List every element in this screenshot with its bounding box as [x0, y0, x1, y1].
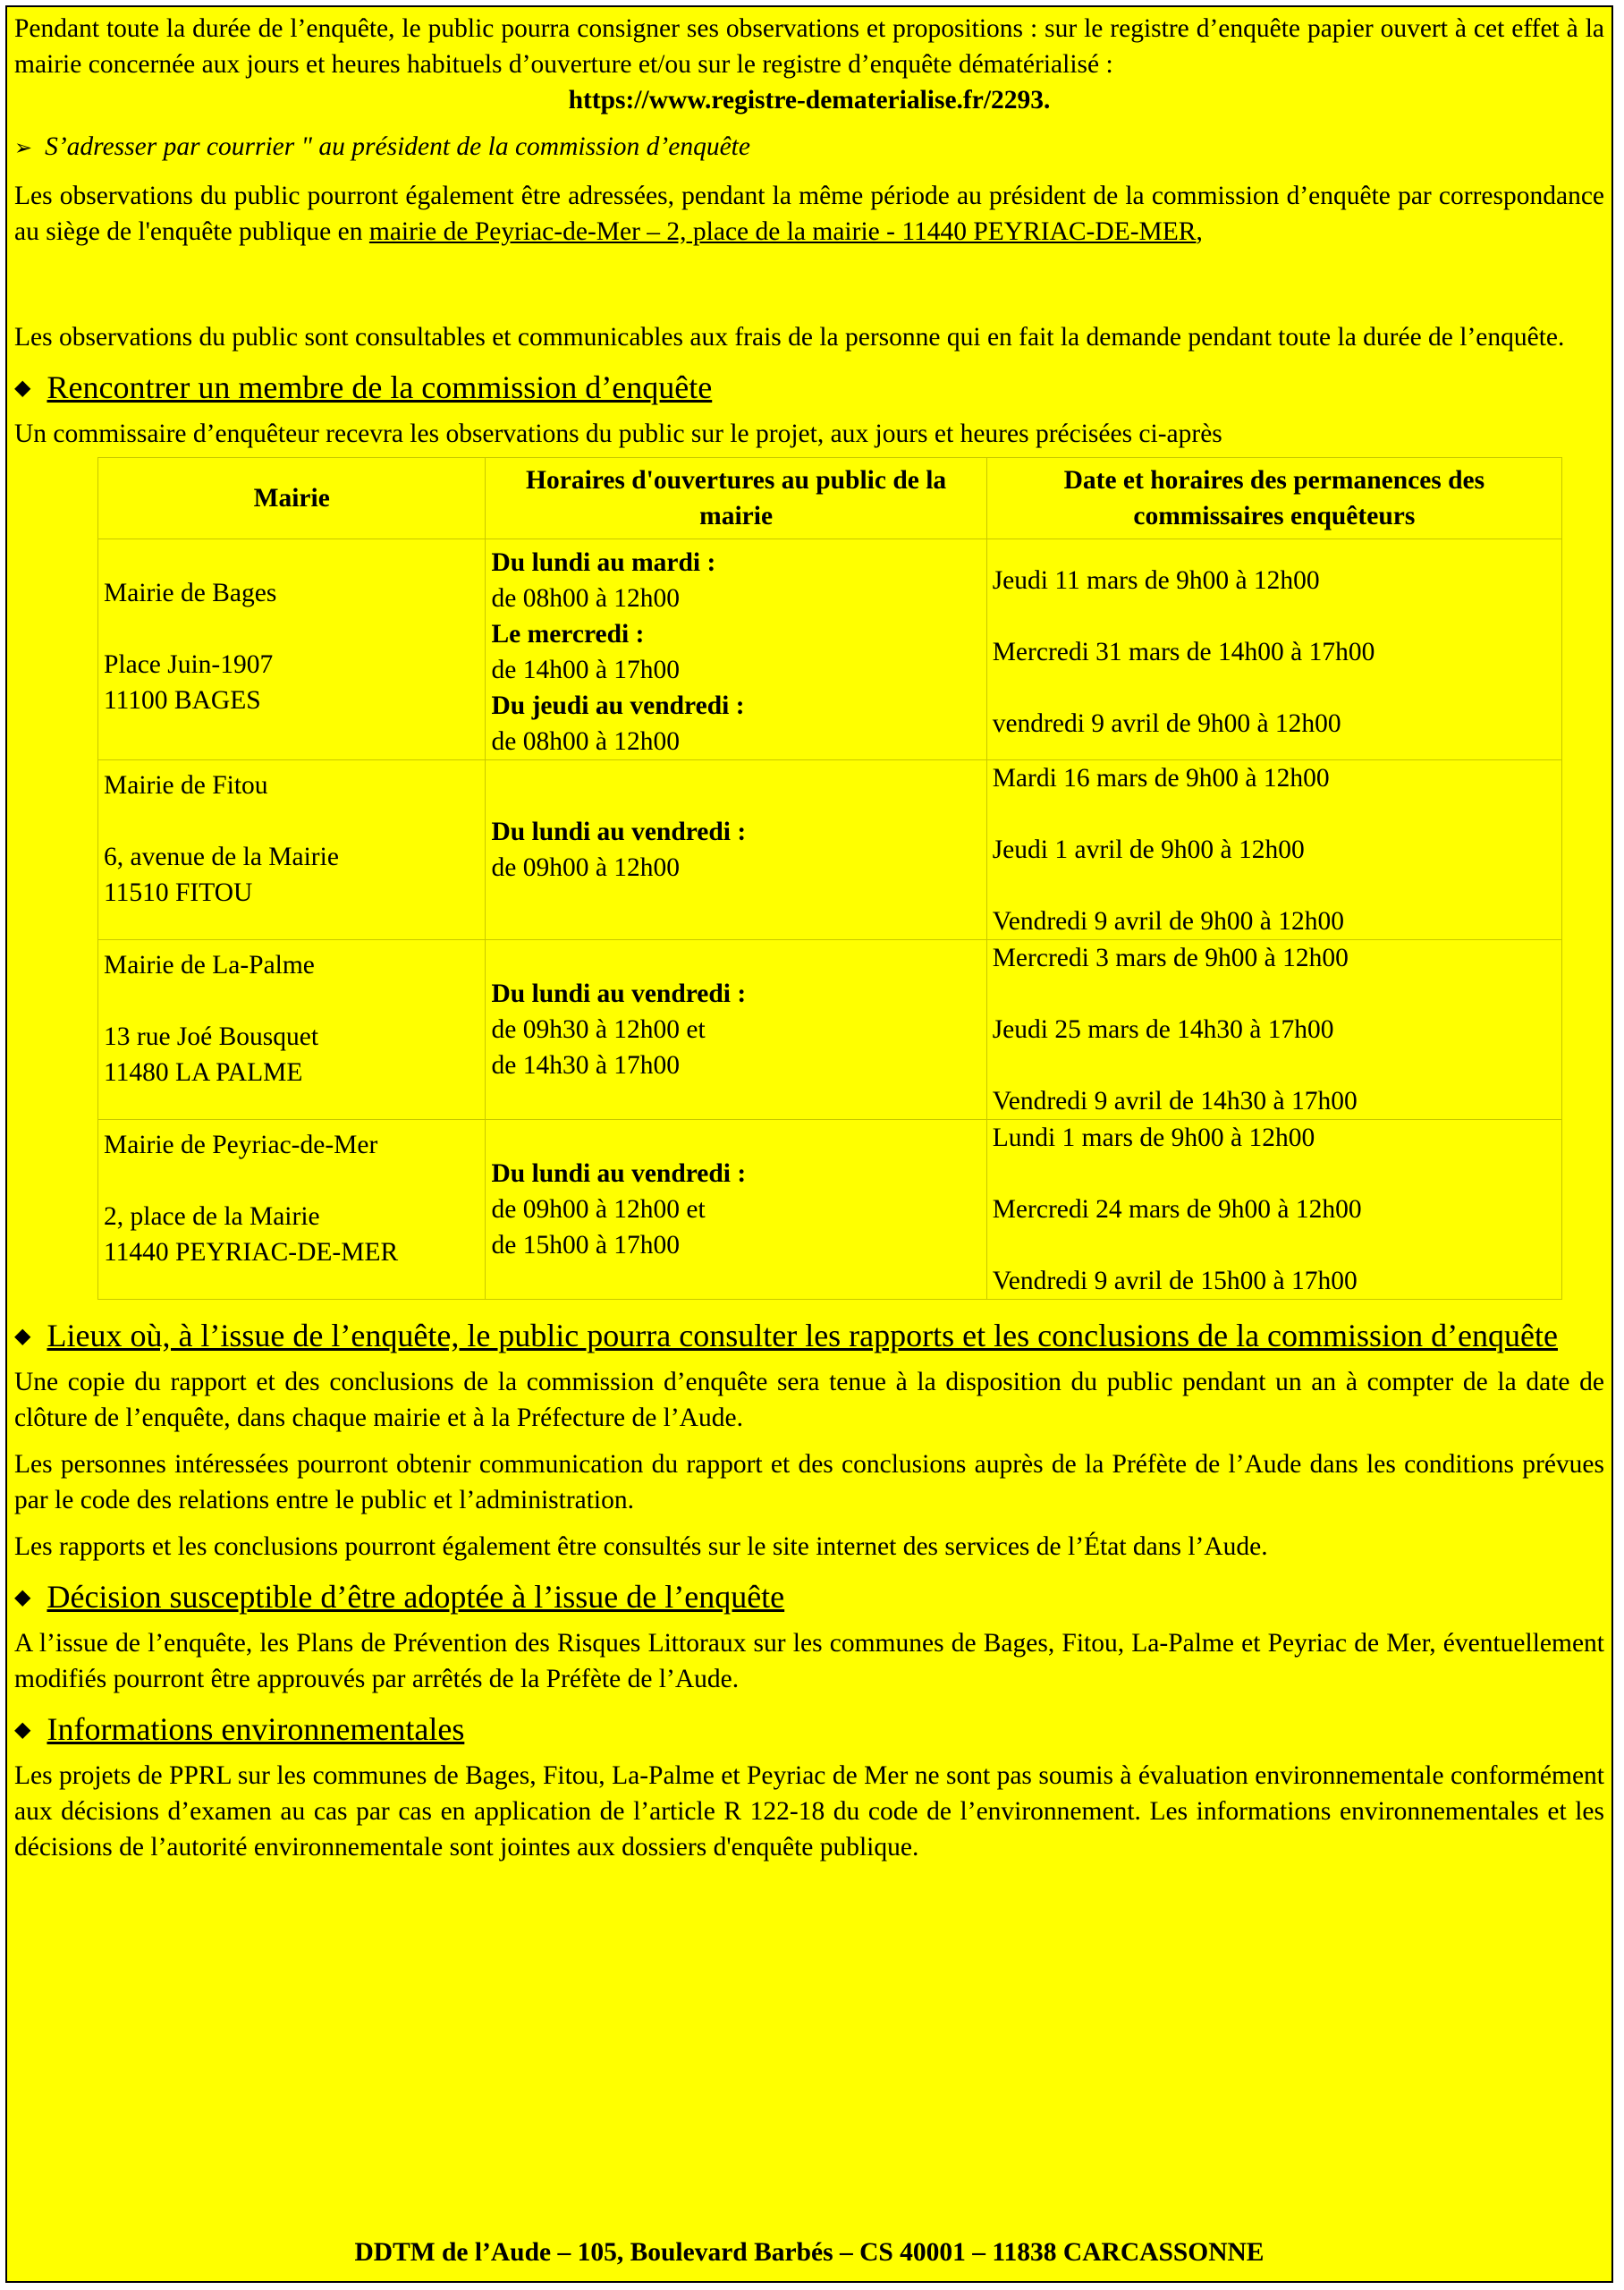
table-row — [98, 760, 1562, 940]
hours-value: de 15h00 à 17h00 — [491, 1231, 681, 1260]
permanence-date: Jeudi 25 mars de 14h30 à 17h00 — [992, 1015, 1334, 1044]
mairie-cell — [98, 940, 486, 1120]
mairie-cell — [98, 760, 486, 940]
courrier-address: mairie de Peyriac-de-Mer – 2, place de la mairie - 11440 PEYRIAC-DE-MER — [368, 217, 1197, 246]
courrier-heading — [14, 129, 1604, 165]
courrier-heading-text: S’adresser par courrier " au président de la commission d’enquête — [45, 132, 750, 161]
mairie-addr2: 11100 BAGES — [104, 686, 261, 715]
intro-text: Pendant toute la durée de l’enquête, le public pourra consigner ses observations et propositions : sur le registre d’enquête papier ouvert à cet effet à la mairie concernée aux jours et heures habituels d’ouverture et/ou sur le registre d’enquête dématérialisé : — [14, 14, 1604, 79]
courrier-paragraph — [14, 178, 1604, 250]
environnement-paragraph: Les projets de PPRL sur les communes de Bages, Fitou, La-Palme et Peyriac de Mer ne sont pas soumis à évaluation environnementale conformément aux décisions d’examen au cas par cas en application de l’article R 122-18 du code de l’environnement. Les informations environnementales et les décisions de l’autorité environnementale sont jointes aux dossiers d'enquête publique. — [14, 1761, 1604, 1862]
rencontrer-heading — [14, 366, 1604, 409]
mairie-cell — [98, 1120, 486, 1300]
permanence-date: Jeudi 1 avril de 9h00 à 12h00 — [992, 835, 1305, 864]
hours-cell — [486, 940, 986, 1120]
hours-value: de 08h00 à 12h00 — [491, 727, 681, 756]
hours-cell — [486, 1120, 986, 1300]
arrow-bullet-icon: ➢ — [14, 135, 33, 160]
schedule-table — [97, 457, 1562, 1300]
dates-cell — [986, 940, 1561, 1120]
url-suffix: . — [1044, 86, 1051, 114]
table-row — [98, 1120, 1562, 1300]
permanence-date: Mercredi 24 mars de 9h00 à 12h00 — [992, 1195, 1362, 1224]
hours-cell — [486, 760, 986, 940]
consultables-paragraph: Les observations du public sont consultables et communicables aux frais de la personne qui en fait la demande pendant toute la durée de l’enquête. — [14, 323, 1565, 352]
mairie-addr1: 6, avenue de la Mairie — [104, 843, 339, 871]
hours-value: de 14h00 à 17h00 — [491, 656, 681, 684]
mairie-addr1: Place Juin-1907 — [104, 650, 274, 679]
courrier-text: Les observations du public pourront également être adressées, pendant la même période au président de la commission d’enquête par correspondance au siège de l'enquête publique en — [14, 182, 1604, 246]
permanence-date: Jeudi 11 mars de 9h00 à 12h00 — [992, 566, 1320, 595]
mairie-addr2: 11510 FITOU — [104, 878, 253, 907]
header-mairie: Mairie — [98, 458, 486, 539]
hours-label: Le mercredi : — [491, 620, 645, 649]
diamond-bullet-icon: ◆ — [14, 1717, 31, 1742]
dates-cell — [986, 539, 1561, 760]
lieux-heading — [14, 1314, 1604, 1357]
permanence-date: vendredi 9 avril de 9h00 à 12h00 — [992, 709, 1341, 738]
diamond-bullet-icon: ◆ — [14, 375, 31, 400]
intro-paragraph — [14, 11, 1604, 118]
registre-url-link[interactable]: https://www.registre-dematerialise.fr/2293 — [568, 86, 1045, 114]
hours-label: Du jeudi au vendredi : — [491, 691, 745, 720]
rencontrer-heading-text: Rencontrer un membre de la commission d’enquête — [47, 369, 713, 405]
lieux-heading-text: Lieux où, à l’issue de l’enquête, le public pourra consulter les rapports et les conclusions de la commission d’enquête — [47, 1318, 1558, 1353]
lieux-paragraph-2: Les personnes intéressées pourront obtenir communication du rapport et des conclusions auprès de la Préfète de l’Aude dans les conditions prévues par le code des relations entre le public et l’administration. — [14, 1450, 1604, 1514]
courrier-address-suffix: , — [1196, 217, 1203, 246]
diamond-bullet-icon: ◆ — [14, 1323, 31, 1348]
hours-label: Du lundi au mardi : — [491, 548, 716, 577]
header-horaires: Horaires d'ouvertures au public de la mairie — [486, 458, 986, 539]
hours-value: de 08h00 à 12h00 — [491, 584, 681, 613]
decision-heading — [14, 1575, 1604, 1618]
hours-label: Du lundi au vendredi : — [491, 1159, 747, 1188]
environnement-heading — [14, 1708, 1604, 1751]
notice-page — [5, 5, 1613, 2283]
decision-paragraph: A l’issue de l’enquête, les Plans de Prévention des Risques Littoraux sur les communes de Bages, Fitou, La-Palme et Peyriac de Mer, éventuellement modifiés pourront être approuvés par arrêtés de la Préfète de l’Aude. — [14, 1629, 1604, 1693]
lieux-paragraph-1: Une copie du rapport et des conclusions de la commission d’enquête sera tenue à la disposition du public pendant un an à compter de la date de clôture de l’enquête, dans chaque mairie et à la Préfecture de l’Aude. — [14, 1368, 1604, 1432]
permanence-date: Mardi 16 mars de 9h00 à 12h00 — [992, 764, 1330, 793]
hours-value: de 09h00 à 12h00 et — [491, 1195, 706, 1224]
hours-cell — [486, 539, 986, 760]
permanence-date: Mercredi 3 mars de 9h00 à 12h00 — [992, 944, 1349, 972]
mairie-name: Mairie de Bages — [104, 579, 277, 607]
hours-label: Du lundi au vendredi : — [491, 980, 747, 1008]
permanence-date: Lundi 1 mars de 9h00 à 12h00 — [992, 1124, 1315, 1152]
rencontrer-paragraph: Un commissaire d’enquêteur recevra les observations du public sur le projet, aux jours et heures précisées ci-après — [14, 420, 1222, 448]
environnement-heading-text: Informations environnementales — [47, 1711, 465, 1747]
mairie-addr2: 11480 LA PALME — [104, 1058, 303, 1087]
header-permanences: Date et horaires des permanences des commissaires enquêteurs — [986, 458, 1561, 539]
decision-heading-text: Décision susceptible d’être adoptée à l’issue de l’enquête — [47, 1579, 785, 1615]
mairie-name: Mairie de Fitou — [104, 771, 268, 800]
footer-address: DDTM de l’Aude – 105, Boulevard Barbés – CS 40001 – 11838 CARCASSONNE — [354, 2238, 1265, 2267]
table-row — [98, 940, 1562, 1120]
mairie-addr1: 13 rue Joé Bousquet — [104, 1022, 319, 1051]
hours-label: Du lundi au vendredi : — [491, 818, 747, 846]
spacer — [14, 260, 1604, 319]
diamond-bullet-icon: ◆ — [14, 1584, 31, 1609]
table-header-row — [98, 458, 1562, 539]
mairie-addr2: 11440 PEYRIAC-DE-MER — [104, 1238, 399, 1267]
hours-value: de 09h30 à 12h00 et — [491, 1015, 706, 1044]
mairie-name: Mairie de Peyriac-de-Mer — [104, 1131, 378, 1159]
table-row — [98, 539, 1562, 760]
permanence-date: Vendredi 9 avril de 15h00 à 17h00 — [992, 1267, 1358, 1295]
mairie-cell — [98, 539, 486, 760]
lieux-paragraph-3: Les rapports et les conclusions pourront également être consultés sur le site internet des services de l’État dans l’Aude. — [14, 1532, 1268, 1561]
dates-cell — [986, 760, 1561, 940]
mairie-addr1: 2, place de la Mairie — [104, 1202, 320, 1231]
mairie-name: Mairie de La-Palme — [104, 951, 315, 980]
hours-value: de 09h00 à 12h00 — [491, 853, 681, 882]
permanence-date: Vendredi 9 avril de 9h00 à 12h00 — [992, 907, 1344, 936]
permanence-date: Vendredi 9 avril de 14h30 à 17h00 — [992, 1087, 1358, 1115]
dates-cell — [986, 1120, 1561, 1300]
hours-value: de 14h30 à 17h00 — [491, 1051, 681, 1080]
permanence-date: Mercredi 31 mars de 14h00 à 17h00 — [992, 638, 1375, 666]
